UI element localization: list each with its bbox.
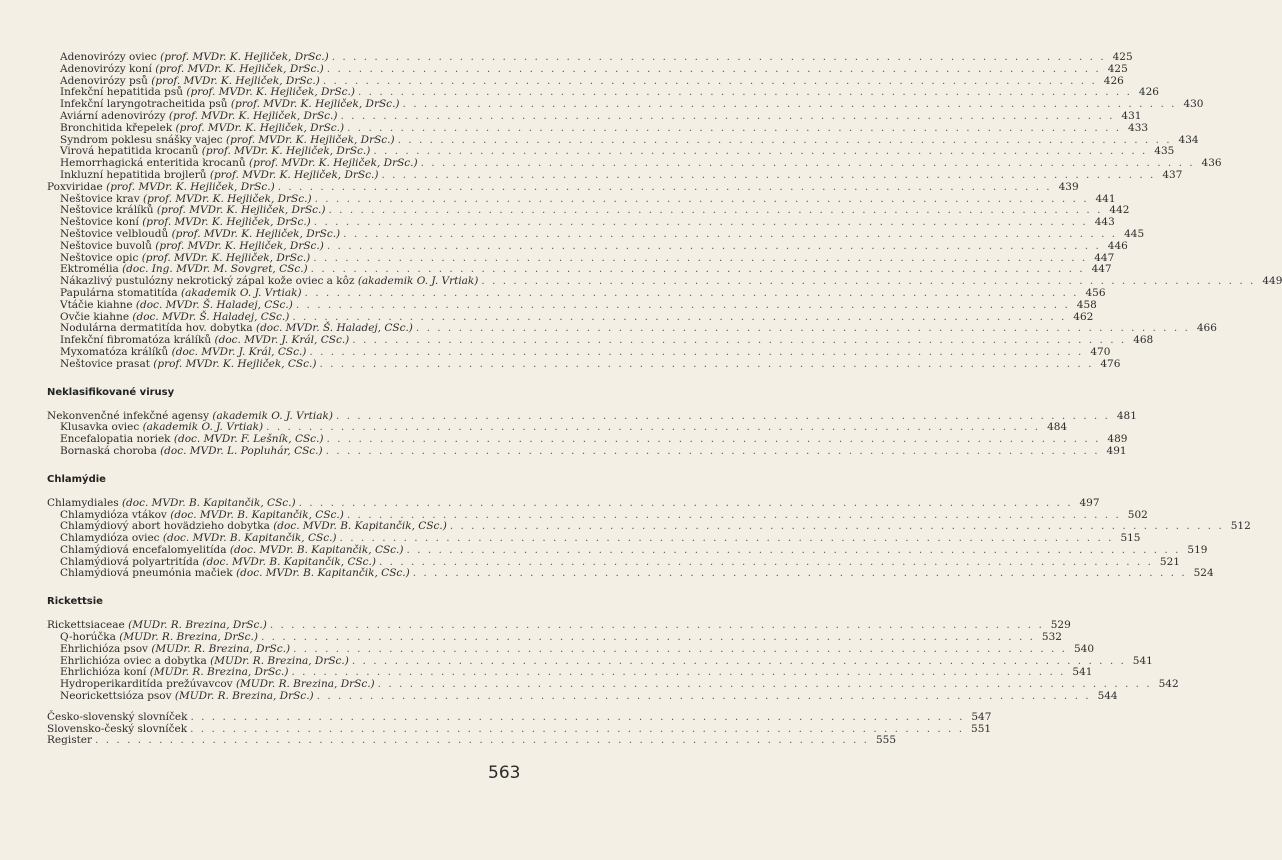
dot-leader: [95, 735, 869, 747]
toc-entry-page: 497: [1079, 496, 1100, 509]
toc-entry-title: Register: [47, 734, 93, 747]
toc-entry-author: (prof. MVDr. K. Hejliček, DrSc.): [156, 204, 326, 217]
toc-entry-title: Ehrlichióza koní: [60, 666, 147, 679]
toc-entry-title: Infekční hepatitida psů: [60, 86, 184, 99]
dot-leader: [327, 64, 1101, 76]
toc-entry: [47, 444, 1127, 458]
toc-entry-author: (doc. MVDr. J. Král, CSc.): [214, 334, 350, 347]
toc-entry-page: 489: [1107, 433, 1128, 446]
dot-leader: [293, 644, 1067, 656]
toc-entry-author: (prof. MVDr. K. Hejliček, DrSc.): [175, 121, 345, 134]
toc-entry-title: Myxomatóza králíků: [60, 345, 169, 358]
toc-entry-page: 449: [1262, 275, 1282, 288]
toc-entry-title: Q-horúčka: [60, 631, 116, 644]
toc-entry-title: Nákazlivý pustulózny nekrotický zápal kože oviec a kôz: [60, 275, 355, 288]
dot-leader: [413, 568, 1187, 580]
toc-entry-author: (akademik O. J. Vrtiak): [357, 275, 479, 288]
toc-entry-title: Neštovice opic: [60, 251, 139, 264]
toc-entry-author: (doc. MVDr. B. Kapitančik, CSc.): [229, 543, 404, 556]
toc-entry-author: (doc. MVDr. Š. Haladej, CSc.): [135, 298, 293, 311]
toc-entry-title: Bronchitida křepelek: [60, 121, 173, 134]
toc-entry-title: Chlamýdiová polyartritída: [60, 555, 200, 568]
toc-entry-title: Neštovice koní: [60, 216, 139, 229]
toc-entry-page: 468: [1133, 334, 1154, 347]
toc-entry-title: Ehrlichióza psov: [60, 642, 148, 655]
toc-entry-author: (prof. MVDr. K. Hejliček, CSc.): [153, 357, 317, 370]
dot-leader: [309, 347, 1083, 359]
toc-entry-title: Neorickettsióza psov: [60, 690, 172, 703]
toc-entry-author: (doc. MVDr. B. Kapitančik, CSc.): [170, 508, 344, 521]
toc-entry-author: (prof. MVDr. K. Hejliček, DrSc.): [106, 180, 275, 193]
toc-entry-text: [60, 691, 314, 703]
toc-entry-title: Ehrlichióza oviec a dobytka: [60, 654, 207, 667]
toc-entry-title: Vtáčie kiahne: [60, 298, 133, 311]
toc-entry-page: 521: [1159, 555, 1180, 568]
toc-entry-title: Ektromélia: [60, 263, 119, 276]
toc-entry-author: (akademik O. J. Vrtiak): [212, 409, 333, 422]
toc-entry-title: Adenovirózy koní: [60, 62, 152, 75]
toc-entry-author: (prof. MVDr. K. Hejliček, DrSc.): [168, 109, 338, 122]
toc-entry-page: 529: [1050, 619, 1071, 632]
toc-entry-page: 434: [1178, 133, 1199, 146]
toc-entry-author: (prof. MVDr. K. Hejliček, DrSc.): [142, 192, 312, 205]
toc-entry-page: 466: [1196, 322, 1217, 335]
toc-entry-title: Chlamýdiový abort hovädzieho dobytka: [60, 520, 270, 533]
toc-entry: [47, 690, 1118, 703]
toc-entry-title: Encefalopatia noriek: [60, 433, 171, 446]
toc-entry-author: (akademik O. J. Vrtiak): [142, 421, 264, 434]
toc-entry-title: Chlamydiales: [47, 496, 119, 509]
dot-leader: [347, 123, 1121, 135]
toc-entry-author: (doc. MVDr. B. Kapitančik, CSc.): [202, 555, 376, 568]
toc-entry-author: (MUDr. R. Brezina, DrSc.): [149, 666, 289, 679]
toc-entry-page: 524: [1193, 567, 1214, 580]
toc-entry-page: 551: [971, 722, 992, 735]
toc-entry-page: 447: [1094, 251, 1115, 264]
toc-entry-title: Adenovirózy oviec: [60, 51, 157, 63]
toc-entry-author: (MUDr. R. Brezina, DrSc.): [119, 631, 258, 644]
toc-entry-page: 442: [1109, 204, 1130, 217]
toc-entry-author: (prof. MVDr. K. Hejliček, DrSc.): [155, 239, 324, 252]
dot-leader: [341, 111, 1115, 123]
toc-entry-author: (doc. MVDr. L. Popluhár, CSc.): [160, 444, 323, 457]
dot-leader: [317, 691, 1091, 703]
toc-entry-author: (MUDr. R. Brezina, DrSc.): [235, 678, 375, 691]
dot-leader: [343, 229, 1117, 241]
toc-entry-title: Aviární adenovirózy: [60, 109, 166, 122]
toc-entry-page: 462: [1073, 310, 1094, 323]
toc-entry-author: (doc. Ing. MVDr. M. Sovgret, CSc.): [122, 263, 308, 276]
toc-entry-title: Slovensko-český slovníček: [47, 722, 188, 735]
dot-leader: [305, 288, 1079, 300]
toc-entry-page: 437: [1162, 168, 1183, 181]
toc-entry-author: (prof. MVDr. K. Hejliček, DrSc.): [142, 216, 311, 229]
toc-entry-text: [60, 359, 316, 371]
toc-entry-page: 544: [1097, 690, 1118, 703]
toc-entry-author: (MUDr. R. Brezina, DrSc.): [174, 690, 314, 703]
toc-entry-title: Bornaská choroba: [60, 444, 157, 457]
toc-entry-title: Rickettsiaceae: [47, 619, 125, 632]
toc-entry-page: 512: [1230, 520, 1251, 533]
toc-entry-page: 433: [1128, 121, 1149, 134]
toc-entry-author: (prof. MVDr. K. Hejliček, DrSc.): [151, 74, 320, 87]
toc-entry-author: (doc. MVDr. B. Kapitančik, CSc.): [236, 567, 410, 580]
dot-leader: [327, 241, 1101, 253]
toc-entry-title: Hemorrhagická enteritida krocanů: [60, 157, 246, 170]
table-of-contents: [47, 51, 1282, 747]
toc-entry-author: (doc. MVDr. B. Kapitančik, CSc.): [273, 520, 447, 533]
toc-entry-title: Chlamýdiová pneumónia mačiek: [60, 567, 233, 580]
toc-entry-page: 484: [1047, 421, 1068, 434]
toc-entry-page: 441: [1095, 192, 1116, 205]
toc-entry-page: 456: [1085, 286, 1106, 299]
toc-entry-page: 540: [1073, 642, 1095, 655]
toc-entry-page: 547: [971, 710, 992, 723]
toc-entry-title: Nekonvenčné infekčné agensy: [47, 409, 210, 422]
toc-entry-author: (doc. MVDr. Š. Haladej, CSc.): [132, 310, 290, 323]
toc-entry-page: 515: [1120, 532, 1141, 545]
dot-leader: [278, 182, 1052, 194]
toc-entry: [47, 734, 897, 747]
toc-entry-author: (prof. MVDr. K. Hejliček, DrSc.): [226, 133, 395, 146]
toc-entry-page: 532: [1041, 631, 1062, 644]
toc-entry-title: Ovčie kiahne: [60, 310, 130, 323]
toc-entry: [47, 567, 1214, 580]
toc-entry-page: 425: [1107, 62, 1128, 75]
toc-entry-title: Chlamýdiová encefalomyelitída: [60, 543, 227, 556]
toc-entry-author: (prof. MVDr. K. Hejliček, DrSc.): [160, 51, 329, 63]
toc-entry-page: 426: [1138, 86, 1159, 99]
toc-entry-page: 447: [1091, 263, 1112, 276]
toc-entry-author: (MUDr. R. Brezina, DrSc.): [151, 642, 291, 655]
toc-entry-page: 542: [1158, 678, 1179, 691]
dot-leader: [190, 712, 964, 724]
section-heading: Rickettsie: [47, 596, 103, 608]
toc-entry-author: (MUDr. R. Brezina, DrSc.): [210, 654, 349, 667]
toc-entry-title: Infekční fibromatóza králíků: [60, 334, 212, 347]
dot-leader: [299, 498, 1073, 510]
dot-leader: [319, 359, 1093, 371]
toc-entry-author: (doc. MVDr. Š. Haladej, CSc.): [255, 322, 413, 335]
dot-leader: [296, 300, 1070, 312]
toc-entry-page: 541: [1072, 666, 1093, 679]
toc-entry-author: (prof. MVDr. K. Hejliček, DrSc.): [155, 62, 324, 75]
toc-entry-author: (prof. MVDr. K. Hejliček, DrSc.): [230, 98, 400, 111]
toc-entry-page: 445: [1124, 227, 1145, 240]
toc-entry-author: (MUDr. R. Brezina, DrSc.): [128, 619, 267, 632]
toc-entry-author: (akademik O. J. Vrtiak): [180, 286, 302, 299]
toc-entry-page: 425: [1112, 51, 1133, 63]
toc-entry-page: 439: [1058, 180, 1079, 193]
toc-entry-author: (doc. MVDr. B. Kapitančik, CSc.): [121, 496, 296, 509]
toc-entry-page: 555: [875, 734, 897, 747]
toc-entry-page: 446: [1107, 239, 1128, 252]
toc-entry-page: 426: [1103, 74, 1124, 87]
dot-leader: [406, 545, 1180, 557]
toc-entry-title: Neštovice krav: [60, 192, 140, 205]
toc-entry-page: 491: [1106, 444, 1127, 457]
toc-entry-author: (prof. MVDr. K. Hejliček, DrSc.): [186, 86, 355, 99]
toc-entry-title: Syndrom poklesu snášky vajec: [60, 133, 223, 146]
toc-entry-title: Infekční laryngotracheitida psů: [60, 98, 228, 111]
toc-entry-title: Klusavka oviec: [60, 421, 140, 434]
toc-entry-page: 430: [1183, 98, 1204, 111]
toc-entry-author: (prof. MVDr. K. Hejliček, DrSc.): [209, 168, 379, 181]
toc-entry-page: 470: [1090, 345, 1111, 358]
toc-entry-page: 481: [1116, 409, 1137, 422]
toc-entry-title: Virová hepatitida krocanů: [60, 145, 199, 158]
section-heading: Neklasifikované virusy: [47, 386, 175, 398]
toc-entry-title: Adenovirózy psů: [60, 74, 148, 87]
toc-entry-title: Neštovice buvolů: [60, 239, 152, 252]
toc-entry-title: Česko-slovenský slovníček: [47, 710, 188, 723]
page-number: 563: [488, 763, 521, 783]
section-heading: Chlamýdie: [47, 473, 106, 485]
toc-entry-page: 435: [1154, 145, 1175, 158]
toc-entry-page: 541: [1132, 654, 1153, 667]
toc-entry-page: 458: [1076, 298, 1097, 311]
toc-entry-author: (doc. MVDr. J. Král, CSc.): [171, 345, 307, 358]
toc-entry-page: 476: [1100, 357, 1121, 370]
toc-entry-title: Neštovice králíků: [60, 204, 154, 217]
toc-entry-title: Chlamydióza vtákov: [60, 508, 167, 521]
toc-entry-page: 519: [1187, 543, 1208, 556]
toc-entry-title: Papulárna stomatitída: [60, 286, 178, 299]
dot-leader: [381, 170, 1155, 182]
toc-entry-title: Hydroperikarditída prežúvavcov: [60, 678, 233, 691]
toc-entry-author: (prof. MVDr. K. Hejliček, DrSc.): [171, 227, 341, 240]
toc-entry-page: 443: [1094, 216, 1115, 229]
toc-entry-title: Neštovice velbloudů: [60, 227, 169, 240]
toc-entry-text: [60, 446, 323, 458]
toc-entry-author: (prof. MVDr. K. Hejliček, DrSc.): [141, 251, 311, 264]
toc-entry-title: Neštovice prasat: [60, 357, 150, 370]
toc-entry-title: Nodulárna dermatitída hov. dobytka: [60, 322, 253, 335]
toc-entry-author: (prof. MVDr. K. Hejliček, DrSc.): [249, 157, 418, 170]
toc-entry-page: 436: [1201, 157, 1222, 170]
toc-entry-author: (prof. MVDr. K. Hejliček, DrSc.): [201, 145, 371, 158]
toc-entry-text: [47, 735, 92, 747]
toc-entry: [47, 357, 1121, 371]
toc-entry-page: 502: [1127, 508, 1148, 521]
toc-entry-author: (doc. MVDr. B. Kapitančik, CSc.): [162, 532, 337, 545]
toc-entry-title: Poxviridae: [47, 180, 103, 193]
toc-entry-page: 431: [1121, 109, 1142, 122]
dot-leader: [326, 446, 1100, 458]
toc-entry-title: Inkluzní hepatitida brojlerů: [60, 168, 207, 181]
toc-entry-author: (doc. MVDr. F. Lešník, CSc.): [173, 433, 324, 446]
toc-entry-text: [60, 568, 410, 580]
toc-entry-title: Chlamydióza oviec: [60, 532, 160, 545]
